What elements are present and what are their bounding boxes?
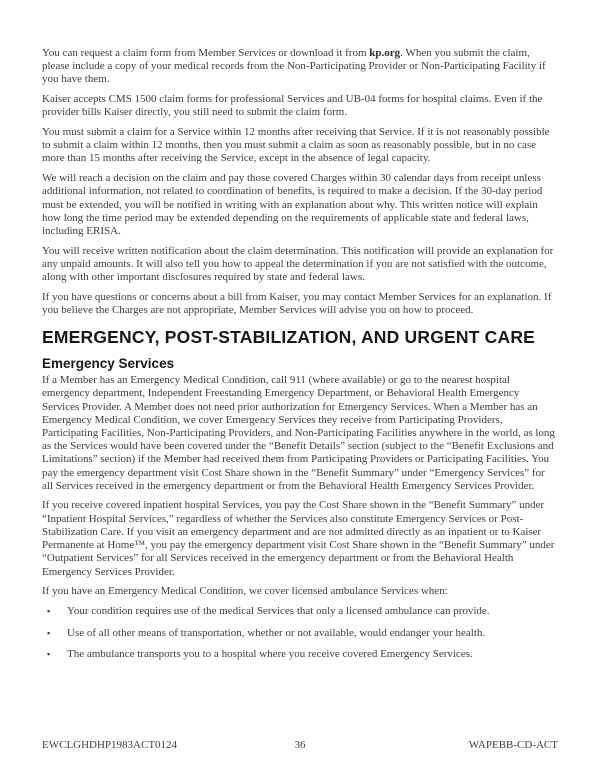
kp-org-bold-text: kp.org [369, 47, 401, 59]
list-item [42, 627, 558, 640]
page-footer [42, 739, 558, 753]
paragraph-ambulance-intro: If you have an Emergency Medical Condition, we cover licensed ambulance Services when: [42, 585, 448, 598]
bullet-icon: ▪ [47, 627, 51, 638]
paragraph-claim-form-request [42, 47, 558, 87]
footer-document-code: EWCLGHDHP1983ACT0124 [42, 739, 178, 751]
subsection-heading-emergency-services: Emergency Services [42, 356, 175, 372]
paragraph-billing-questions: If you have questions or concerns about a bill from Kaiser, you may contact Member Services for an explanation. If you believe the Charges are not appropriate, Member Services will advise you on how to proceed. [42, 290, 552, 316]
list-item-text: Use of all other means of transportation, whether or not available, would endanger your health. [67, 626, 486, 639]
paragraph-claim-deadline: You must submit a claim for a Service within 12 months after receiving that Service. If it is not reasonably possible to submit a claim within 12 months, then you must submit a claim as soon as reasonably possible, but in no case more than 15 months after receiving the Service, except in the absence of legal capacity. [42, 126, 550, 165]
paragraph-claim-decision: We will reach a decision on the claim and pay those covered Charges within 30 calendar days from receipt unless additional information, not related to coordination of benefits, is required to make a decision. If the 30-day period must be extended, you will be notified in writing with an explanation about why. This written notice will explain how long the time period may be extended depending on the requirements of applicable state and federal laws, including ERISA. [42, 172, 543, 237]
paragraph-claim-form-types: Kaiser accepts CMS 1500 claim forms for professional Services and UB-04 forms for hospital claims. Even if the provider bills Kaiser directly, you still need to submit the claim form. [42, 93, 543, 119]
list-item-text: Your condition requires use of the medical Services that only a licensed ambulance can provide. [67, 604, 490, 617]
page-number: 36 [294, 739, 306, 751]
footer-plan-code: WAPEBB-CD-ACT [468, 739, 558, 751]
section-heading-emergency-care: EMERGENCY, POST-STABILIZATION, AND URGENT CARE [42, 327, 536, 348]
bullet-icon: ▪ [47, 605, 51, 616]
paragraph-emergency-services: If a Member has an Emergency Medical Condition, call 911 (where available) or go to the nearest hospital emergency department, Independent Freestanding Emergency Department, or Behavioral Health Emergency Services Provider. A Member does not need prior authorization for Emergency Services. When a Member has an Emergency Medical Condition, we cover Emergency Services they receive from Participating Providers, Participating Facilities, Non-Participating Providers, and Non-Participating Facilities anywhere in the world, as long as the Services would have been covered under the “Benefit Details” section (subject to the “Benefit Exclusions and Limitations” section) if the Member had received them from Participating Providers or Participating Facilities. You pay the emergency department visit Cost Share shown in the “Benefit Summary” under “Emergency Services” for all Services received in the emergency department or from the Behavioral Health Emergency Services Provider. [42, 374, 555, 492]
paragraph-text: . When you submit the claim, please include a copy of your medical records from the Non-Participating Provider or Non-Participating Facility if you have them. [42, 47, 546, 86]
list-item-text: The ambulance transports you to a hospital where you receive covered Emergency Services. [67, 648, 473, 661]
paragraph-inpatient-cost-share: If you receive covered inpatient hospital Services, you pay the Cost Share shown in the “Benefit Summary” under “Inpatient Hospital Services,” regardless of whether the Services also constitute Emergency Services or Post-Stabilization Care. If you visit an emergency department and are not admitted directly as an inpatient or to Kaiser Permanente at Home™, you pay the emergency department visit Cost Share shown in the “Benefit Summary” under “Outpatient Services” for all Services received in the emergency department or from the Behavioral Health Emergency Services Provider. [42, 499, 555, 578]
list-item [42, 605, 558, 618]
ambulance-conditions-list [42, 605, 558, 662]
paragraph-text: You can request a claim form from Member Services or download it from [42, 47, 370, 59]
list-item [42, 648, 558, 661]
bullet-icon: ▪ [47, 649, 51, 660]
paragraph-claim-notification: You will receive written notification about the claim determination. This notification will provide an explanation for any unpaid amounts. It will also tell you how to appeal the determination if you are not satisfied with the outcome, along with other important disclosures required by state and federal laws. [42, 244, 554, 284]
